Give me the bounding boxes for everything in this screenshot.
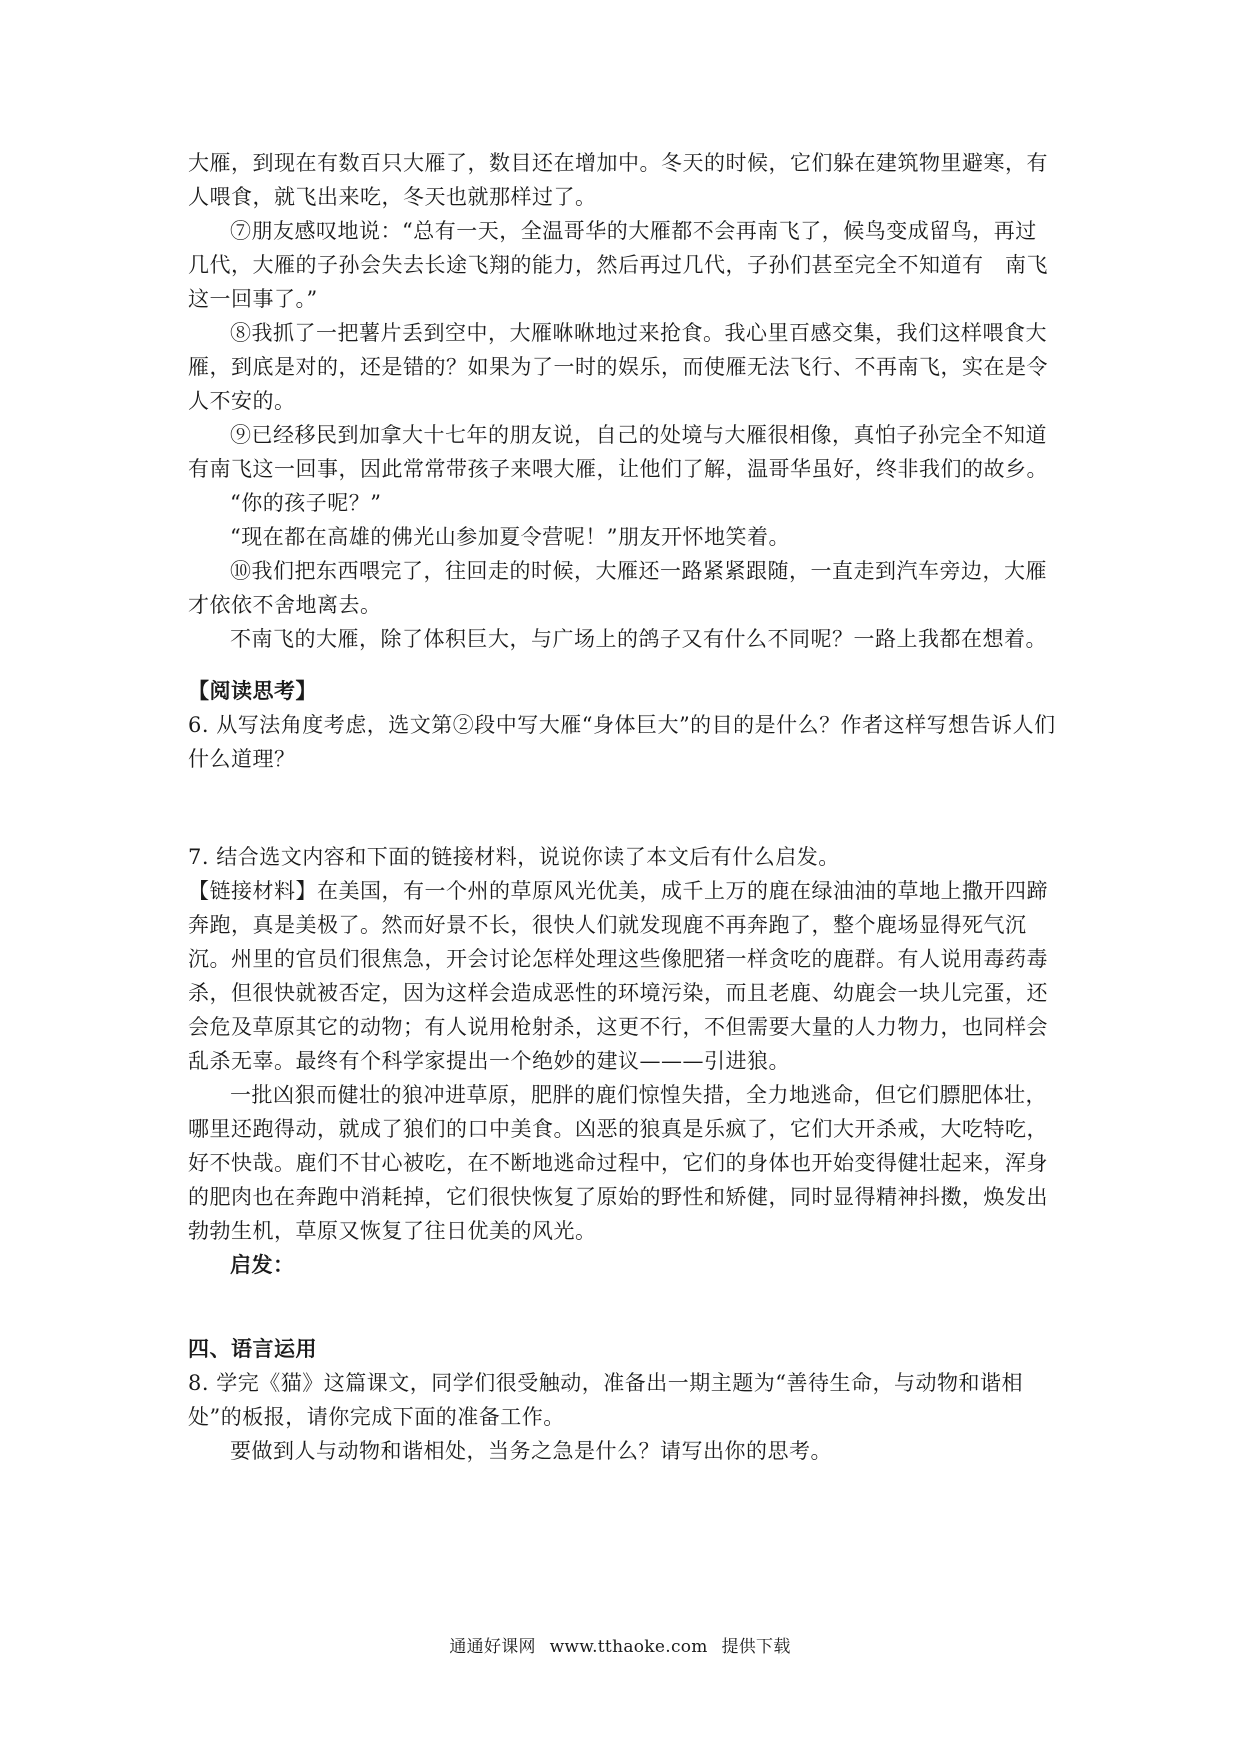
footer-site-name: 通通好课网: [449, 1637, 536, 1657]
passage-paragraph-8: ⑧我抓了一把薯片丢到空中，大雁咻咻地过来抢食。我心里百感交集，我们这样喂食大雁，到底是对的，还是错的？如果为了一时的娱乐，而使雁无法飞行、不再南飞，实在是令人不安的。: [188, 321, 1048, 413]
passage-dialogue-1: “你的孩子呢？”: [230, 491, 382, 515]
page-footer: [0, 1632, 1240, 1657]
link-material-text-1: 在美国，有一个州的草原风光优美，成千上万的鹿在绿油油的草地上撒开四蹄奔跑，真是美极了。然而好景不长，很快人们就发现鹿不再奔跑了，整个鹿场显得死气沉沉。州里的官员们很焦急，开会讨论怎样处理这些像肥猪一样贪吃的鹿群。有人说用毒药毒杀，但很快就被否定，因为这样会造成恶性的环境污染，而且老鹿、幼鹿会一块儿完蛋，还会危及草原其它的动物；有人说用枪射杀，这更不行，不但需要大量的人力物力，也同样会乱杀无辜。最终有个科学家提出一个绝妙的建议———引进狼。: [188, 879, 1048, 1073]
footer-note: 提供下载: [721, 1637, 791, 1657]
question-8-sub: 要做到人与动物和谐相处，当务之急是什么？请写出你的思考。: [230, 1439, 832, 1463]
passage-paragraph-continued: 大雁，到现在有数百只大雁了，数目还在增加中。冬天的时候，它们躲在建筑物里避寒，有人喂食，就飞出来吃，冬天也就那样过了。: [188, 151, 1048, 209]
language-heading: 四、语言运用: [188, 1336, 317, 1361]
link-material-paragraph-2: 一批凶狠而健壮的狼冲进草原，肥胖的鹿们惊惶失措，全力地逃命，但它们膘肥体壮，哪里还跑得动，就成了狼们的口中美食。凶恶的狼真是乐疯了，它们大开杀戒，大吃特吃，好不快哉。鹿们不甘心被吃，在不断地逃命过程中，它们的身体也开始变得健壮起来，浑身的肥肉也在奔跑中消耗掉，它们很快恢复了原始的野性和矫健，同时显得精神抖擞，焕发出勃勃生机，草原又恢复了往日优美的风光。: [188, 1083, 1048, 1243]
link-material-paragraph-1: [188, 874, 1058, 1078]
passage-paragraph-9: ⑨已经移民到加拿大十七年的朋友说，自己的处境与大雁很相像，真怕子孙完全不知道有南飞这一回事，因此常常带孩子来喂大雁，让他们了解，温哥华虽好，终非我们的故乡。: [188, 423, 1048, 481]
question-6: 6. 从写法角度考虑，选文第②段中写大雁“身体巨大”的目的是什么？作者这样写想告诉人们什么道理？: [188, 713, 1056, 771]
footer-url: www.tthaoke.com: [549, 1637, 708, 1657]
passage-paragraph-10: ⑩我们把东西喂完了，往回走的时候，大雁还一路紧紧跟随，一直走到汽车旁边，大雁才依依不舍地离去。: [188, 559, 1047, 617]
answer-space-7: [188, 1282, 1058, 1332]
passage-paragraph-last: 不南飞的大雁，除了体积巨大，与广场上的鸽子又有什么不同呢？一路上我都在想着。: [230, 627, 1047, 651]
question-7: 7. 结合选文内容和下面的链接材料，说说你读了本文后有什么启发。: [188, 845, 840, 869]
passage-paragraph-7: ⑦朋友感叹地说：“总有一天，全温哥华的大雁都不会再南飞了，候鸟变成留鸟，再过几代，大雁的子孙会失去长途飞翔的能力，然后再过几代，子孙们甚至完全不知道有 南飞这一回事了。”: [188, 219, 1048, 311]
document-body: [188, 146, 1058, 1468]
link-material-label: 【链接材料】: [188, 879, 317, 903]
inspiration-label: 启发：: [230, 1252, 295, 1277]
reading-heading: 【阅读思考】: [188, 678, 317, 703]
passage-dialogue-2: “现在都在高雄的佛光山参加夏令营呢！”朋友开怀地笑着。: [230, 525, 790, 549]
answer-space-6: [188, 776, 1058, 840]
question-8: 8. 学完《猫》这篇课文，同学们很受触动，准备出一期主题为“善待生命，与动物和谐相处”的板报，请你完成下面的准备工作。: [188, 1371, 1023, 1429]
